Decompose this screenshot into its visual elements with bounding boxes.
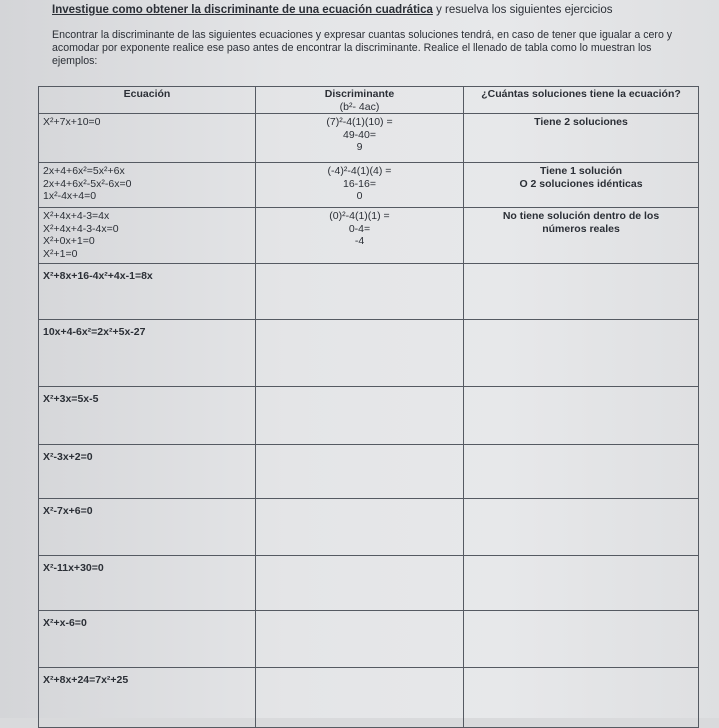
discriminant-cell [256, 163, 464, 208]
header-equation: Ecuación [39, 87, 256, 114]
exercise-row [39, 668, 699, 728]
exercise-equation: X²+8x+16-4x²+4x-1=8x [43, 270, 153, 282]
discriminant-line: 0 [356, 190, 363, 202]
discriminant-table [38, 86, 699, 728]
exercise-solutions-cell[interactable] [464, 320, 699, 387]
equation-cell [39, 114, 256, 163]
exercise-equation-cell [39, 556, 256, 611]
exercise-solutions-cell[interactable] [464, 611, 699, 668]
solutions-cell [464, 163, 699, 208]
exercise-discriminant-cell[interactable] [256, 320, 464, 387]
exercise-solutions-cell[interactable] [464, 387, 699, 445]
equation-cell [39, 163, 256, 208]
exercise-discriminant-cell[interactable] [256, 264, 464, 320]
exercise-equation-cell [39, 668, 256, 728]
exercise-equation: X²+3x=5x-5 [43, 393, 99, 405]
solutions-cell [464, 114, 699, 163]
exercise-equation: X²+8x+24=7x²+25 [43, 674, 129, 686]
exercise-discriminant-cell[interactable] [256, 611, 464, 668]
exercise-equation: 10x+4-6x²=2x²+5x-27 [43, 326, 146, 338]
discriminant-cell [256, 208, 464, 264]
discriminant-line: 0-4= [348, 222, 371, 235]
instructions-title [52, 3, 712, 17]
exercise-solutions-cell[interactable] [464, 445, 699, 499]
header-discriminant-formula: (b²- 4ac) [339, 100, 380, 113]
exercise-discriminant-cell[interactable] [256, 668, 464, 728]
exercise-equation: X²+x-6=0 [43, 617, 87, 629]
equation-line: X²+4x+4-3-4x=0 [43, 222, 119, 235]
instructions-text: Encontrar la discriminante de las siguientes ecuaciones y expresar cuantas soluciones tendrá, en caso de tener que igualar a cero y acomodar por exponente realice ese paso antes de encontrar la discriminante. Realice el llenado de tabla como lo muestran los ejemplos: [52, 29, 673, 67]
solutions-cell [464, 208, 699, 264]
solutions-line: O 2 soluciones idénticas [519, 177, 643, 190]
exercise-equation: X²-3x+2=0 [43, 451, 93, 463]
discriminant-line: (-4)²-4(1)(4) = [327, 165, 392, 177]
exercise-row [39, 445, 699, 499]
equation-line: 1x²-4x+4=0 [43, 190, 97, 202]
equation-cell [39, 208, 256, 264]
exercise-solutions-cell[interactable] [464, 556, 699, 611]
exercise-equation: X²-11x+30=0 [43, 562, 104, 574]
discriminant-line: 16-16= [343, 177, 376, 190]
table-body [39, 114, 699, 728]
example-row [39, 114, 699, 163]
exercise-row [39, 611, 699, 668]
discriminant-line: 9 [356, 141, 363, 153]
exercise-equation-cell [39, 499, 256, 556]
solutions-line: Tiene 2 soluciones [534, 116, 628, 128]
table-header-row [39, 87, 699, 114]
exercise-discriminant-cell[interactable] [256, 556, 464, 611]
exercise-equation-cell [39, 611, 256, 668]
exercise-equation: X²-7x+6=0 [43, 505, 93, 517]
equation-line: 2x+4+6x²-5x²-6x=0 [43, 177, 132, 190]
equation-line: X²+4x+4-3=4x [43, 210, 110, 222]
title-rest: y resuelva los siguientes ejercicios [432, 4, 613, 16]
discriminant-line: 49-40= [343, 128, 376, 141]
exercise-solutions-cell[interactable] [464, 499, 699, 556]
header-discriminant [256, 87, 464, 114]
equation-line: X²+1=0 [43, 247, 78, 260]
exercise-equation-cell [39, 320, 256, 387]
exercise-discriminant-cell[interactable] [256, 445, 464, 499]
title-underlined: Investigue como obtener la discriminante de una ecuación cuadrática [52, 4, 433, 16]
example-row [39, 208, 699, 264]
discriminant-line: -4 [354, 235, 365, 247]
exercise-solutions-cell[interactable] [464, 264, 699, 320]
example-row [39, 163, 699, 208]
exercise-equation-cell [39, 264, 256, 320]
exercise-discriminant-cell[interactable] [256, 499, 464, 556]
equation-line: X²+7x+10=0 [43, 116, 101, 128]
discriminant-cell [256, 114, 464, 163]
exercise-row [39, 264, 699, 320]
solutions-line: Tiene 1 solución [539, 165, 623, 177]
equation-line: 2x+4+6x²=5x²+6x [43, 165, 125, 177]
discriminant-line: (0)²-4(1)(1) = [329, 210, 390, 222]
solutions-line: No tiene solución dentro de los [502, 210, 660, 222]
header-discriminant-label: Discriminante [324, 88, 395, 100]
exercise-row [39, 387, 699, 445]
solutions-line: números reales [542, 222, 620, 235]
exercise-equation-cell [39, 387, 256, 445]
exercise-discriminant-cell[interactable] [256, 387, 464, 445]
equation-line: X²+0x+1=0 [43, 235, 95, 247]
discriminant-line: (7)²-4(1)(10) = [326, 116, 393, 128]
header-solutions: ¿Cuántas soluciones tiene la ecuación? [464, 87, 699, 114]
exercise-solutions-cell[interactable] [464, 668, 699, 728]
exercise-equation-cell [39, 445, 256, 499]
exercise-row [39, 320, 699, 387]
exercise-row [39, 499, 699, 556]
exercise-row [39, 556, 699, 611]
